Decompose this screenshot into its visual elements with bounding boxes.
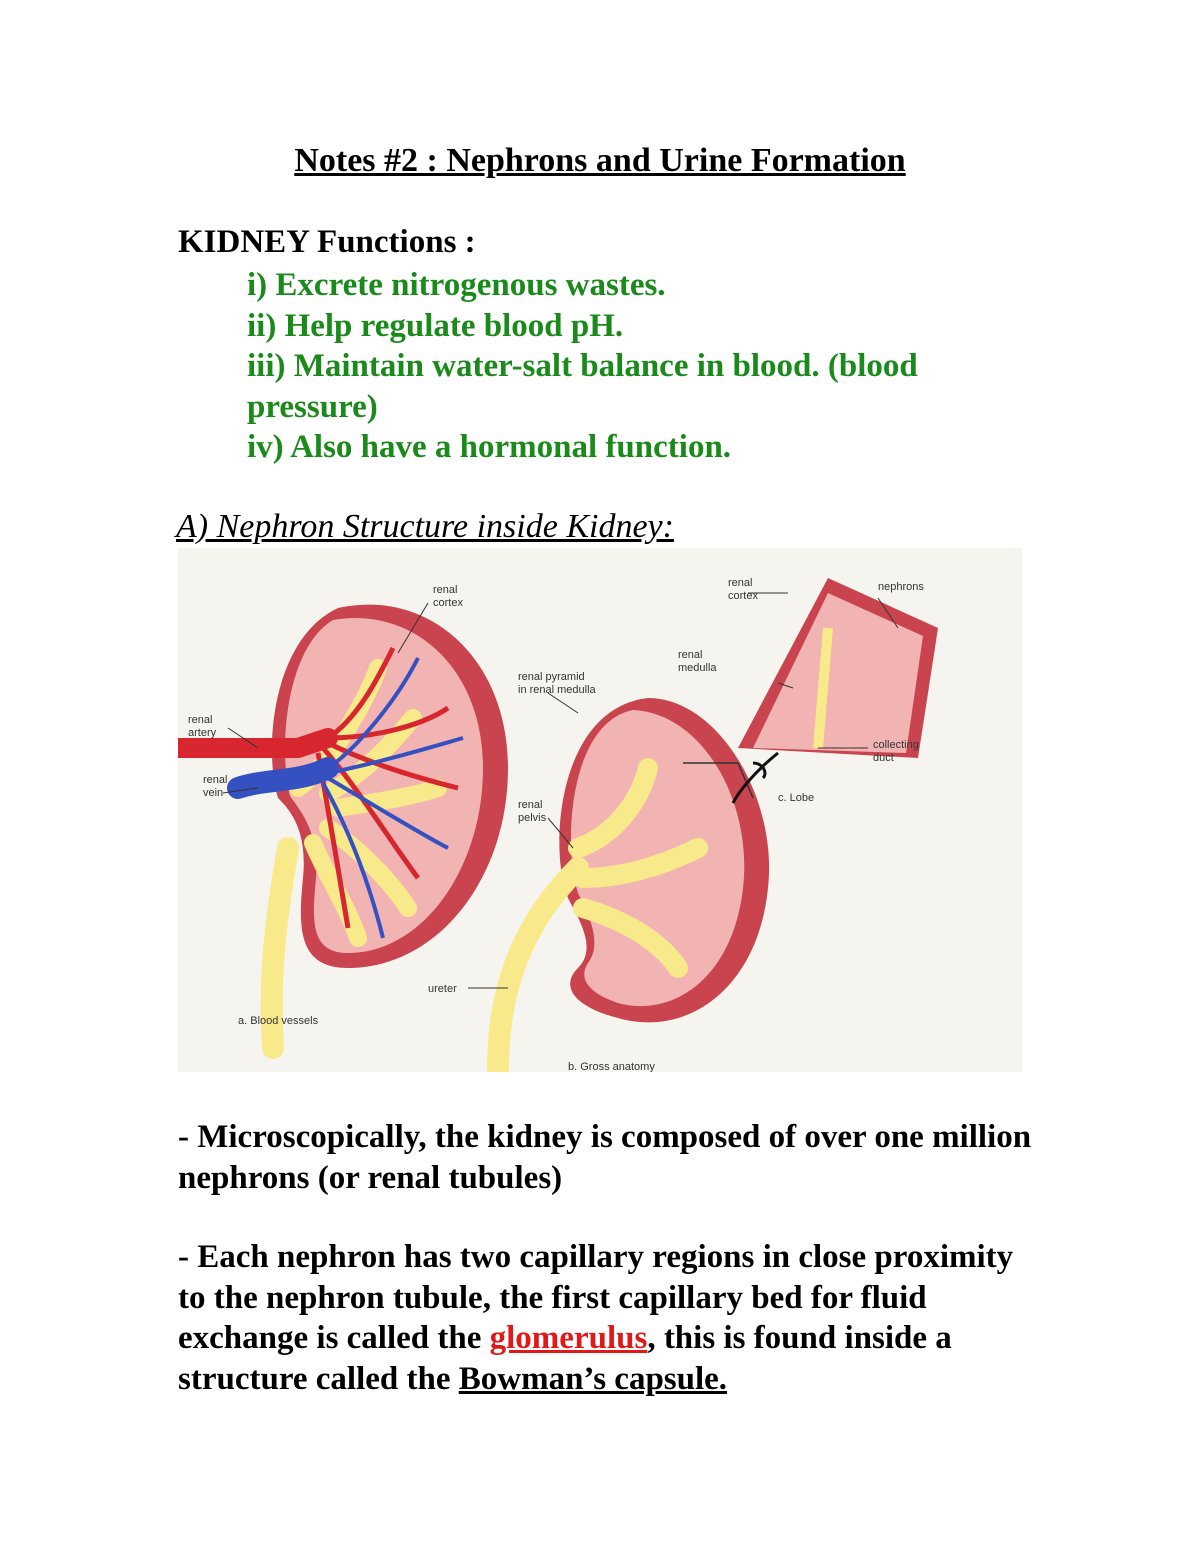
label-renal-pelvis: renal bbox=[518, 799, 543, 811]
kidney-illustration bbox=[178, 548, 1022, 1072]
function-item: ii) Help regulate blood pH. bbox=[247, 307, 624, 344]
kidney-functions-list bbox=[247, 265, 1007, 468]
kidney-gross-anatomy-drawing bbox=[498, 698, 769, 1068]
label-collecting-duct: duct bbox=[873, 752, 894, 764]
label-collecting-duct: collecting bbox=[873, 739, 919, 751]
label-lobe-medulla: renal bbox=[678, 649, 703, 661]
paragraph-microscopic: - Microscopically, the kidney is composed of over one million nephrons (or renal tubules) bbox=[178, 1119, 1032, 1196]
label-lobe-medulla: medulla bbox=[678, 662, 717, 674]
label-nephrons: nephrons bbox=[878, 581, 924, 593]
paragraph-text: - Each nephron has two capillary regions in close proximity to the nephron tubule, the first capillary bed for fluid exchange is called the bbox=[178, 1239, 1014, 1356]
page-title: Notes #2 : Nephrons and Urine Formation bbox=[294, 142, 906, 179]
label-renal-artery: artery bbox=[188, 727, 217, 739]
paragraph-capillary-regions bbox=[178, 1237, 1038, 1399]
label-renal-cortex: cortex bbox=[433, 597, 463, 609]
label-renal-pyramid: in renal medulla bbox=[518, 684, 596, 696]
label-lobe-cortex: renal bbox=[728, 577, 753, 589]
paragraph-text: , this is found inside a structure called the bbox=[178, 1320, 952, 1397]
label-renal-vein: vein bbox=[203, 787, 224, 799]
function-item: i) Excrete nitrogenous wastes. bbox=[247, 267, 666, 303]
caption-blood-vessels: a. Blood vessels bbox=[238, 1015, 319, 1027]
label-renal-pelvis: pelvis bbox=[518, 812, 547, 824]
bowman-capsule-term: Bowman’s capsule. bbox=[458, 1360, 728, 1397]
function-item: iv) Also have a hormonal function. bbox=[247, 429, 732, 465]
kidney-functions-heading: KIDNEY Functions : bbox=[178, 224, 476, 260]
function-item: iii) Maintain water-salt balance in blood. (blood pressure) bbox=[247, 348, 918, 425]
section-a-heading: A) Nephron Structure inside Kidney: bbox=[176, 508, 674, 545]
kidney-blood-vessels-drawing bbox=[178, 605, 508, 1048]
label-renal-pyramid: renal pyramid bbox=[518, 671, 585, 683]
label-renal-artery: renal bbox=[188, 714, 213, 726]
label-renal-vein: renal bbox=[203, 774, 228, 786]
label-renal-cortex: renal bbox=[433, 584, 458, 596]
glomerulus-term: glomerulus bbox=[489, 1320, 648, 1356]
label-lobe-cortex: cortex bbox=[728, 590, 758, 602]
kidney-anatomy-figure bbox=[178, 548, 1022, 1072]
caption-lobe: c. Lobe bbox=[778, 792, 815, 804]
caption-gross-anatomy: b. Gross anatomy bbox=[568, 1061, 655, 1072]
label-ureter: ureter bbox=[428, 983, 457, 995]
